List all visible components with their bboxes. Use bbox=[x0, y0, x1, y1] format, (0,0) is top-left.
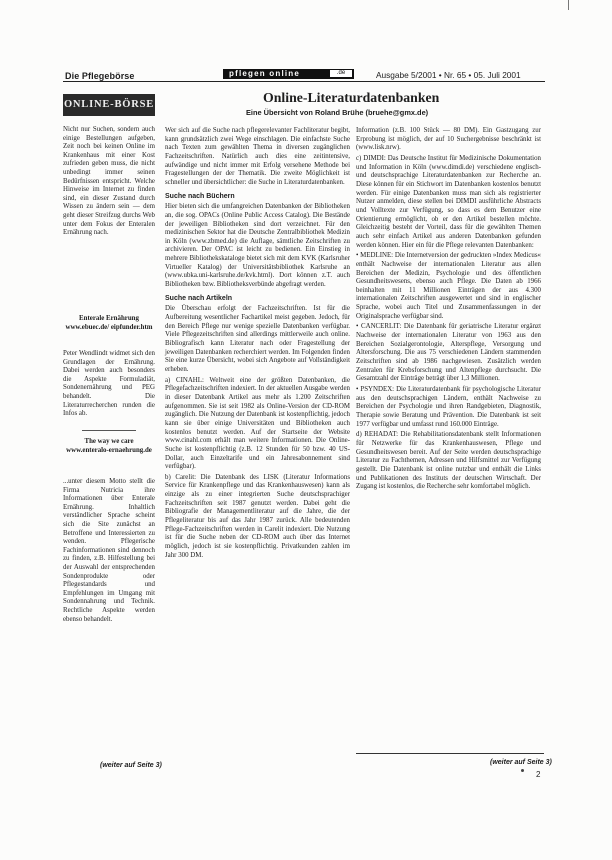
header-logo-bar bbox=[223, 69, 354, 79]
sidebar-para2: Peter Wendlindt widmet sich den Grundlagen der Ernährung. Dabei werden auch besonders die Aspekte Formuladiät, Sondenernährung und PEG behandelt. Die Literaturrecherchen runden die Infos ab. bbox=[63, 350, 155, 418]
sidebar-link1-block bbox=[63, 315, 155, 332]
books-paragraph: Hier bieten sich die umfangreichen Datenbanken der Bibliotheken an, die sog. OPACs (Online Public Access Catalog). Die Bestände der jeweiligen Bibliotheken sind dort verzeichnet. Für den medizinischen Sektor hat die Deutsche Zentralbibliothek Medizin in Köln (www.zbmed.de) die Auflage, sämtliche Zeitschriften zu archivieren. Der OPAC ist leicht zu bedienen. Ein Einstieg in mehrere Bibliothekskataloge bietet sich mit dem KVK (Karlsruher Virtueller Katalog) der Universitätsbibliothek Karlsruhe an (www.ubka.uni-karlsruhe.de/kvk.html). Dort können z.T. auch Bibliotheken bzw. Bibliotheksverbünde abgefragt werden. bbox=[165, 203, 350, 289]
cancerlit-paragraph: • CANCERLIT: Die Datenbank für geriatrische Literatur ergänzt Nachweise der internationalen Literatur von 1963 aus den Bereichen Sozialgerontologie, Alterspflege, Versorgung und Altersforschung. Die aus 75 verschiedenen Ländern stammenden Zeitschriften sind ab 1986 nachgewiesen. Zusätzlich werden Zentralen für Krebsforschung und Altenpflege durchsucht. Die Gesamtzahl der Einträge beträgt über 1,3 Millionen. bbox=[356, 323, 541, 383]
sidebar-banner bbox=[63, 94, 155, 116]
sidebar-para2-block bbox=[63, 350, 155, 419]
sidebar-link1-label: Enterale Ernährung bbox=[79, 315, 139, 322]
medline-paragraph: • MEDLINE: Die Internetversion der gedruckten »Index Medicus« enthält Nachweise der internationalen Literatur aus allen Bereichen der Medizin, Psychologie und des öffentlichen Gesundheitswesens, ebenso auch Pflege. Die Daten ab 1966 beinhalten mit 11 Millionen Einträgen der aus 4.300 internationalen Zeitschriften ausgewertet und sind in englischer Sprache, wobei auch Titel und Zusammenfassungen in der Originalsprache verfügbar sind. bbox=[356, 252, 541, 320]
sidebar-para3-block bbox=[63, 478, 155, 624]
article-subtitle: Eine Übersicht von Roland Brühe (bruehe@gmx.de) bbox=[246, 108, 429, 117]
column-2-divider bbox=[356, 753, 544, 754]
scan-mark bbox=[568, 0, 569, 10]
header-logo-box: .de bbox=[330, 70, 352, 77]
sidebar-continued: (weiter auf Seite 3) bbox=[100, 762, 162, 769]
sidebar-link2-label: The way we care bbox=[84, 438, 134, 445]
article-column-2 bbox=[356, 127, 541, 494]
sidebar-banner-title: ONLINE-BÖRSE bbox=[63, 99, 155, 110]
col2-top-paragraph: Information (z.B. 100 Stück — 80 DM). Ein Gastzugang zur Erprobung ist möglich, der auf 10 Suchergebnisse beschränkt ist (www.lisk.nrw). bbox=[356, 127, 541, 152]
carelit-paragraph: b) Carelit: Die Datenbank des LISK (Literatur Informations Service für Krankenpflege und das Krankenhauswesen) kann als einzige als zu einer integrierten Suche deutschsprachiger Fachzeitschriften seit 1987 genutzt werden. Dabei geht die Bibliografie der Managementliteratur auf die Jahre, die der Pflegeliteratur bis auf das Jahr 1987 zurück. Alle bedeutenden Pflege-Fachzeitschriften werden in Carelit indexiert. Die Nutzung ist für die Suche neben der CD-ROM auch über das Internet möglich, jedoch ist sie kostenpflichtig. Privatkunden zahlen im Jahr 300 DM. bbox=[165, 473, 350, 559]
journal-name: Die Pflegebörse bbox=[65, 71, 135, 81]
sidebar-link2-url[interactable]: www.enteralo-ernaehrung.de bbox=[66, 446, 152, 454]
heading-books: Suche nach Büchern bbox=[165, 192, 235, 200]
psyndex-paragraph: • PSYNDEX: Die Literaturdatenbank für psychologische Literatur aus den deutschsprachigen Ländern, enthält Nachweise zu Bereichen der Psychologie und ihren Randgebieten, Diagnostik, Therapie sowie Beratung und Prävention. Die Datenbank ist seit 1977 verfügbar und umfasst rund 160.000 Einträge. bbox=[356, 386, 541, 428]
scan-speck bbox=[521, 769, 524, 772]
article-continued: (weiter auf Seite 3) bbox=[490, 759, 552, 766]
header-divider bbox=[63, 81, 545, 82]
sidebar-intro: Nicht nur Suchen, sondern auch einige Bestellungen aufgeben, Zeit noch bei keinen Online im Krankenhaus mit einer Kost zufrieden geben muss, die nicht unbedingt immer seinen Bedürfnissen entspricht. Welche Hinweise im Internet zu finden sind, ein dieser Zustand durch Wissen zu ändern sein — dem geht dieser Streifzug durchs Web unter dem Fokus der Enteralen Ernährung nach. bbox=[63, 126, 155, 237]
sidebar-divider bbox=[82, 430, 136, 431]
articles-paragraph: Die Überschau erfolgt der Fachzeitschriften. Ist für die Aufbereitung wesentlicher Fachartikel meist gegeben. Jedoch, für den Bereich Pflege nur wenige spezielle Datenbanken verfügbar. Viele Pflegezeitschriften sind allerdings mittlerweile auch online. Bibliografisch kann Literatur nach oder Fragestellung der jeweiligen Datenbanken recherchiert werden. Im Folgenden finden Sie eine kurze Übersicht, wobei sich Angebote auf Vollständigkeit erheben. bbox=[165, 305, 350, 373]
cinahl-paragraph: a) CINAHL: Weltweit eine der größten Datenbanken, die Pflegefachzeitschriften indexiert. In der aktuellen Ausgabe werden in dieser Datenbank Artikel aus mehr als 1.200 Zeitschriften aufgenommen. Sie ist seit 1982 als Online-Version der CD-ROM zugänglich. Die Nutzung der Datenbank ist kostenpflichtig, jedoch kann sie über einige Universitäten und Bibliotheken auch kostenlos benutzt werden. Auf der Startseite der Website www.cinahl.com erhält man weitere Informationen. Die Online-Suche ist kostenpflichtig (z.B. 12 Stunden für 50 bzw. 40 US-Dollar, auch Einzeltarife und ein Jahresabonnement sind verfügbar). bbox=[165, 376, 350, 471]
page-number: 2 bbox=[536, 770, 541, 779]
article-intro: Wer sich auf die Suche nach pflegerelevanter Fachliteratur begibt, kann grundsätzlich zwei Wege einschlagen. Die einfachste Suche nach Texten zum gewählten Thema in diversen zugänglichen Fachzeitschriften. Natürlich auch dies eine zeitintensive, aufwändige und nicht immer mit Erfolg versehene Methode bei Fragestellungen der der Thematik. Die zweite Möglichkeit ist schneller und übersichtlicher: die Suche in Literaturdatenbanken. bbox=[165, 127, 350, 186]
sidebar-link1-url[interactable]: www.ebuec.de/ eipfunder.htm bbox=[65, 323, 153, 331]
sidebar-para3: ...unter diesem Motto stellt die Firma Nutricia ihre Informationen über Enterale Ernährung. Inhaltlich verständlicher Sprache scheint sich die Site zunächst an Betroffene und Interessierten zu wenden. Pflegerische Fachinformationen sind dennoch zu finden, z.B. Hilfestellung bei der Auswahl der entsprechenden Sondenprodukte oder Pflegestandards und Empfehlungen im Umgang mit Sondennahrung und Technik. Rechtliche Aspekte werden ebenso behandelt. bbox=[63, 478, 155, 623]
sidebar-link2-block bbox=[63, 438, 155, 455]
dimdi-paragraph: c) DIMDI: Das Deutsche Institut für Medizinische Dokumentation und Information in Köln (www.dimdi.de) verschiedene englisch- und deutschsprachige Literaturdatenbanken zur Recherche an. Diese können für ein Stichwort im Datenbanken kostenlos benutzt werden. Für einige Datenbanken muss man sich als registrierter Nutzer anmelden, diese stellen bei DIMDI ausführliche Abstracts und Volltexte zur Verfügung, so dass es dem Benutzer eine Orientierung ermöglicht, ob er den Artikel bestellen möchte. Gleichzeitig besteht der Vorteil, dass für die gewählten Themen auch sehr einfach Artikel aus anderen Datenbanken gefunden werden können. Hier ein für die Pflege relevanten Datenbanken: bbox=[356, 154, 541, 249]
sidebar-intro-block bbox=[63, 126, 155, 238]
issue-info: Ausgabe 5/2001 • Nr. 65 • 05. Juli 2001 bbox=[376, 70, 521, 80]
article-column-1 bbox=[165, 127, 350, 562]
heading-articles: Suche nach Artikeln bbox=[165, 294, 233, 302]
rehadat-paragraph: d) REHADAT: Die Rehabilitationsdatenbank stellt Informationen für Netzwerke für das Krankenhauswesen, Pflege und Gesundheitswesen bereit. Auf der Seite werden deutschsprachige Literatur zu Fachthemen, Adressen und Hilfsmittel zur Verfügung gestellt. Die Datenbank ist online nutzbar und enthält die Links und Publikationen des Instituts der deutschen Wirtschaft. Der Zugang ist kostenlos, die Recherche sehr komfortabel möglich. bbox=[356, 431, 541, 491]
article-title: Online-Literaturdatenbanken bbox=[263, 90, 440, 105]
header-logo-text: pflegen online bbox=[229, 69, 301, 78]
